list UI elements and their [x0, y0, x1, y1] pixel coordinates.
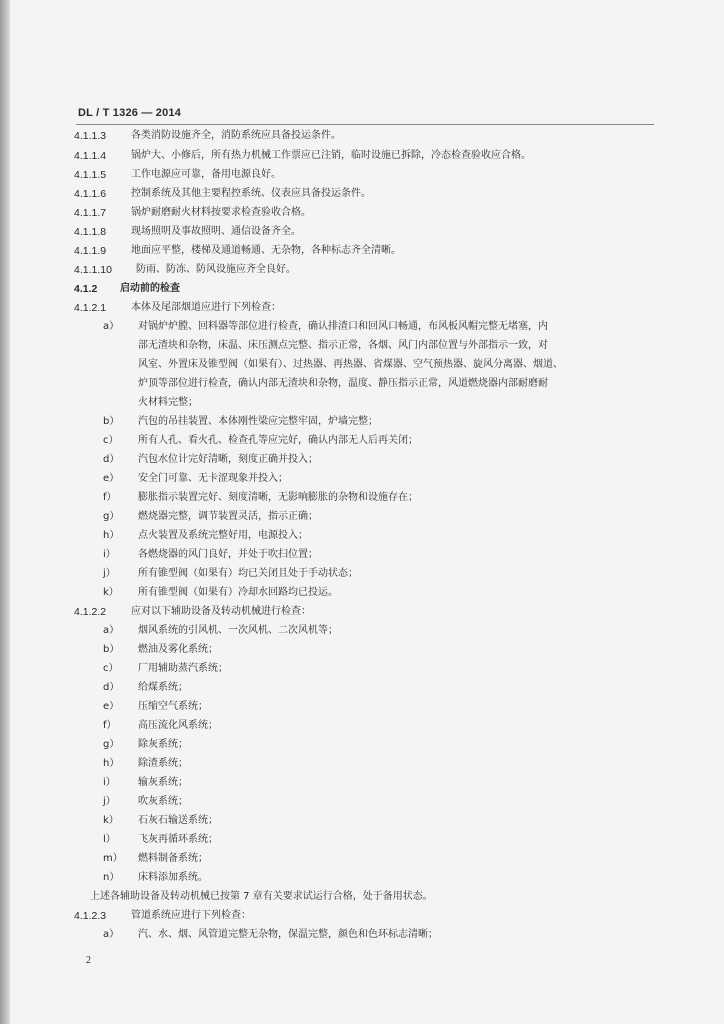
clause-text: 地面应平整，楼梯及通道畅通、无杂物，各种标志齐全清晰。 [131, 245, 401, 256]
list-marker: e） [103, 473, 120, 484]
list-marker: a） [103, 625, 120, 636]
clause-text: 各类消防设施齐全，消防系统应具备投运条件。 [131, 130, 341, 141]
clause-text: 本体及尾部烟道应进行下列检查： [131, 302, 281, 313]
list-marker: d） [103, 454, 120, 465]
list-item-text: 膨胀指示装置完好、刻度清晰，无影响膨胀的杂物和设施存在； [138, 492, 418, 503]
list-marker: i） [103, 777, 116, 788]
list-marker: e） [103, 701, 120, 712]
list-item-text: 安全门可靠、无卡涩现象并投入； [138, 473, 288, 484]
clause-text: 锅炉耐磨耐火材料按要求检查验收合格。 [131, 207, 311, 218]
list-marker: h） [103, 530, 120, 541]
list-marker: j） [103, 568, 116, 579]
clause-number: 4.1.1.5 [74, 169, 107, 181]
scan-edge-shadow [0, 0, 10, 1024]
list-marker: d） [103, 682, 120, 693]
list-marker: b） [103, 644, 120, 655]
document-page: DL / T 1326 — 2014 4.1.1.3 各类消防设施齐全，消防系统应具备投运条件。 4.1.1.4 锅炉大、小修后，所有热力机械工作票应已注销，临时设施已拆除，冷态检查验收应合格。 4.1.1.5 工作电源应可靠，备用电源良好。 4.1.1.6 控制系统及其他主要程控系统、仪表应具备投运条件。 4.1.1.7 锅炉耐磨耐火材料按要求检查验收合格。 4.1.1.8 现场照明及事故照明、通信设备齐全。 4.1.1.9 地面应平整，楼梯及通道畅通、无杂物，各种标志齐全清晰。 4.1.1.10 防雨、防冻、防风设施应齐全良好。 4.1.2 启动前的检查 4.1.2.1 本体及尾部烟道应进行下列检查： a） 对锅炉炉膛、回料器等部位进行检查，确认排渣口和回风口畅通，布风板风帽完整无堵塞，内 部无渣块和杂物，床温、床压测点完整、指示正常，各烟、风门内部位置与外部指示一致，对 风室、外置床及锥型阀（如果有）、过热器、再热器、省煤器、空气预热器、旋风分离器、烟道、 炉顶等部位进行检查，确认内部无渣块和杂物，温度、静压指示正常，风道燃烧器内部耐磨耐 火材料完整； b） 汽包的吊挂装置、本体刚性梁应完整牢固，炉墙完整； c） 所有人孔、看火孔、检查孔等应完好，确认内部无人后再关闭； d） 汽包水位计完好清晰，刻度正确并投入； e） 安全门可靠、无卡涩现象并投入； f） 膨胀指示装置完好、刻度清晰，无影响膨胀的杂物和设施存在； g） 燃烧器完整，调节装置灵活，指示正确； h） 点火装置及系统完整好用，电源投入； i） 各燃烧器的风门良好，并处于吹扫位置； j） 所有锥型阀（如果有）均已关闭且处于手动状态； k） 所有锥型阀（如果有）冷却水回路均已投运。 4.1.2.2 应对以下辅助设备及转动机械进行检查： a） 烟风系统的引风机、一次风机、二次风机等； b） 燃油及雾化系统； c） 厂用辅助蒸汽系统； d） 给煤系统； e） 压缩空气系统； f） 高压流化风系统； g） 除灰系统； h） 除渣系统； i） 输灰系统； j） 吹灰系统； k） 石灰石输送系统； l） 飞灰再循环系统； m） 燃料制备系统； n） 床料添加系统。 上述各辅助设备及转动机械已按第 7 章有关要求试运行合格，处于备用状态。 4.1.2.3 管道系统应进行下列检查： a） 汽、水、烟、风管道完整无杂物，保温完整，颜色和色环标志清晰； 2 [10, 0, 724, 1024]
section-title: 启动前的检查 [120, 283, 180, 294]
list-marker: c） [103, 435, 119, 446]
list-item-text: 除灰系统； [138, 739, 188, 750]
clause-text: 防雨、防冻、防风设施应齐全良好。 [136, 264, 296, 275]
clause-text: 应对以下辅助设备及转动机械进行检查： [131, 606, 311, 617]
clause-number: 4.1.1.7 [74, 207, 107, 219]
list-marker: n） [103, 872, 120, 883]
list-item-text: 汽包水位计完好清晰，刻度正确并投入； [138, 454, 318, 465]
list-item-text: 汽包的吊挂装置、本体刚性梁应完整牢固，炉墙完整； [138, 416, 378, 427]
list-marker: j） [103, 796, 116, 807]
page-number: 2 [86, 955, 91, 966]
list-item-text: 点火装置及系统完整好用，电源投入； [138, 530, 308, 541]
list-item-text: 所有锥型阀（如果有）均已关闭且处于手动状态； [138, 568, 358, 579]
clause-number: 4.1.2.1 [74, 302, 107, 314]
list-marker: k） [103, 815, 119, 826]
list-marker: b） [103, 416, 120, 427]
list-item-text: 输灰系统； [138, 777, 188, 788]
list-item-text: 燃烧器完整，调节装置灵活，指示正确； [138, 511, 318, 522]
list-item-text: 所有人孔、看火孔、检查孔等应完好，确认内部无人后再关闭； [138, 435, 418, 446]
list-marker: f） [103, 492, 117, 503]
list-marker: h） [103, 758, 120, 769]
list-marker: k） [103, 587, 119, 598]
clause-number: 4.1.1.4 [74, 150, 107, 162]
list-marker: g） [103, 511, 120, 522]
list-item-text: 烟风系统的引风机、一次风机、二次风机等； [138, 625, 338, 636]
list-item-text: 给煤系统； [138, 682, 188, 693]
list-item-text: 压缩空气系统； [138, 701, 208, 712]
list-item-text: 对锅炉炉膛、回料器等部位进行检查，确认排渣口和回风口畅通，布风板风帽完整无堵塞，内 [138, 321, 548, 332]
clause-text: 锅炉大、小修后，所有热力机械工作票应已注销，临时设施已拆除，冷态检查验收应合格。 [131, 150, 531, 161]
list-item-text: 飞灰再循环系统； [138, 834, 218, 845]
section-number: 4.1.2 [74, 283, 98, 295]
clause-number: 4.1.1.3 [74, 130, 107, 142]
clause-text: 工作电源应可靠，备用电源良好。 [131, 169, 281, 180]
clause-number: 4.1.1.9 [74, 245, 107, 257]
clause-text: 现场照明及事故照明、通信设备齐全。 [131, 226, 301, 237]
list-item-text: 石灰石输送系统； [138, 815, 218, 826]
clause-number: 4.1.2.2 [74, 606, 107, 618]
clause-text: 管道系统应进行下列检查： [131, 910, 251, 921]
standard-header: DL / T 1326 — 2014 [78, 107, 182, 119]
list-item-text: 吹灰系统； [138, 796, 188, 807]
list-marker: f） [103, 720, 117, 731]
list-marker: a） [103, 929, 120, 940]
list-marker: m） [103, 853, 123, 864]
list-marker: l） [103, 834, 116, 845]
list-marker: a） [103, 321, 120, 332]
list-item-text: 除渣系统； [138, 758, 188, 769]
clause-number: 4.1.1.10 [74, 264, 112, 276]
note-text: 上述各辅助设备及转动机械已按第 7 章有关要求试运行合格，处于备用状态。 [90, 891, 433, 902]
list-marker: g） [103, 739, 120, 750]
clause-text: 控制系统及其他主要程控系统、仪表应具备投运条件。 [131, 188, 371, 199]
list-item-text: 高压流化风系统； [138, 720, 218, 731]
clause-number: 4.1.1.6 [74, 188, 107, 200]
list-item-text: 厂用辅助蒸汽系统； [138, 663, 228, 674]
list-item-text: 燃料制备系统； [138, 853, 208, 864]
clause-number: 4.1.2.3 [74, 910, 107, 922]
list-item-text: 所有锥型阀（如果有）冷却水回路均已投运。 [138, 587, 338, 598]
list-item-text: 燃油及雾化系统； [138, 644, 218, 655]
list-item-text: 汽、水、烟、风管道完整无杂物，保温完整，颜色和色环标志清晰； [138, 929, 438, 940]
list-item-text: 各燃烧器的风门良好，并处于吹扫位置； [138, 549, 318, 560]
header-rule [76, 124, 654, 125]
clause-number: 4.1.1.8 [74, 226, 107, 238]
list-marker: i） [103, 549, 116, 560]
list-item-text: 床料添加系统。 [138, 872, 208, 883]
list-marker: c） [103, 663, 119, 674]
